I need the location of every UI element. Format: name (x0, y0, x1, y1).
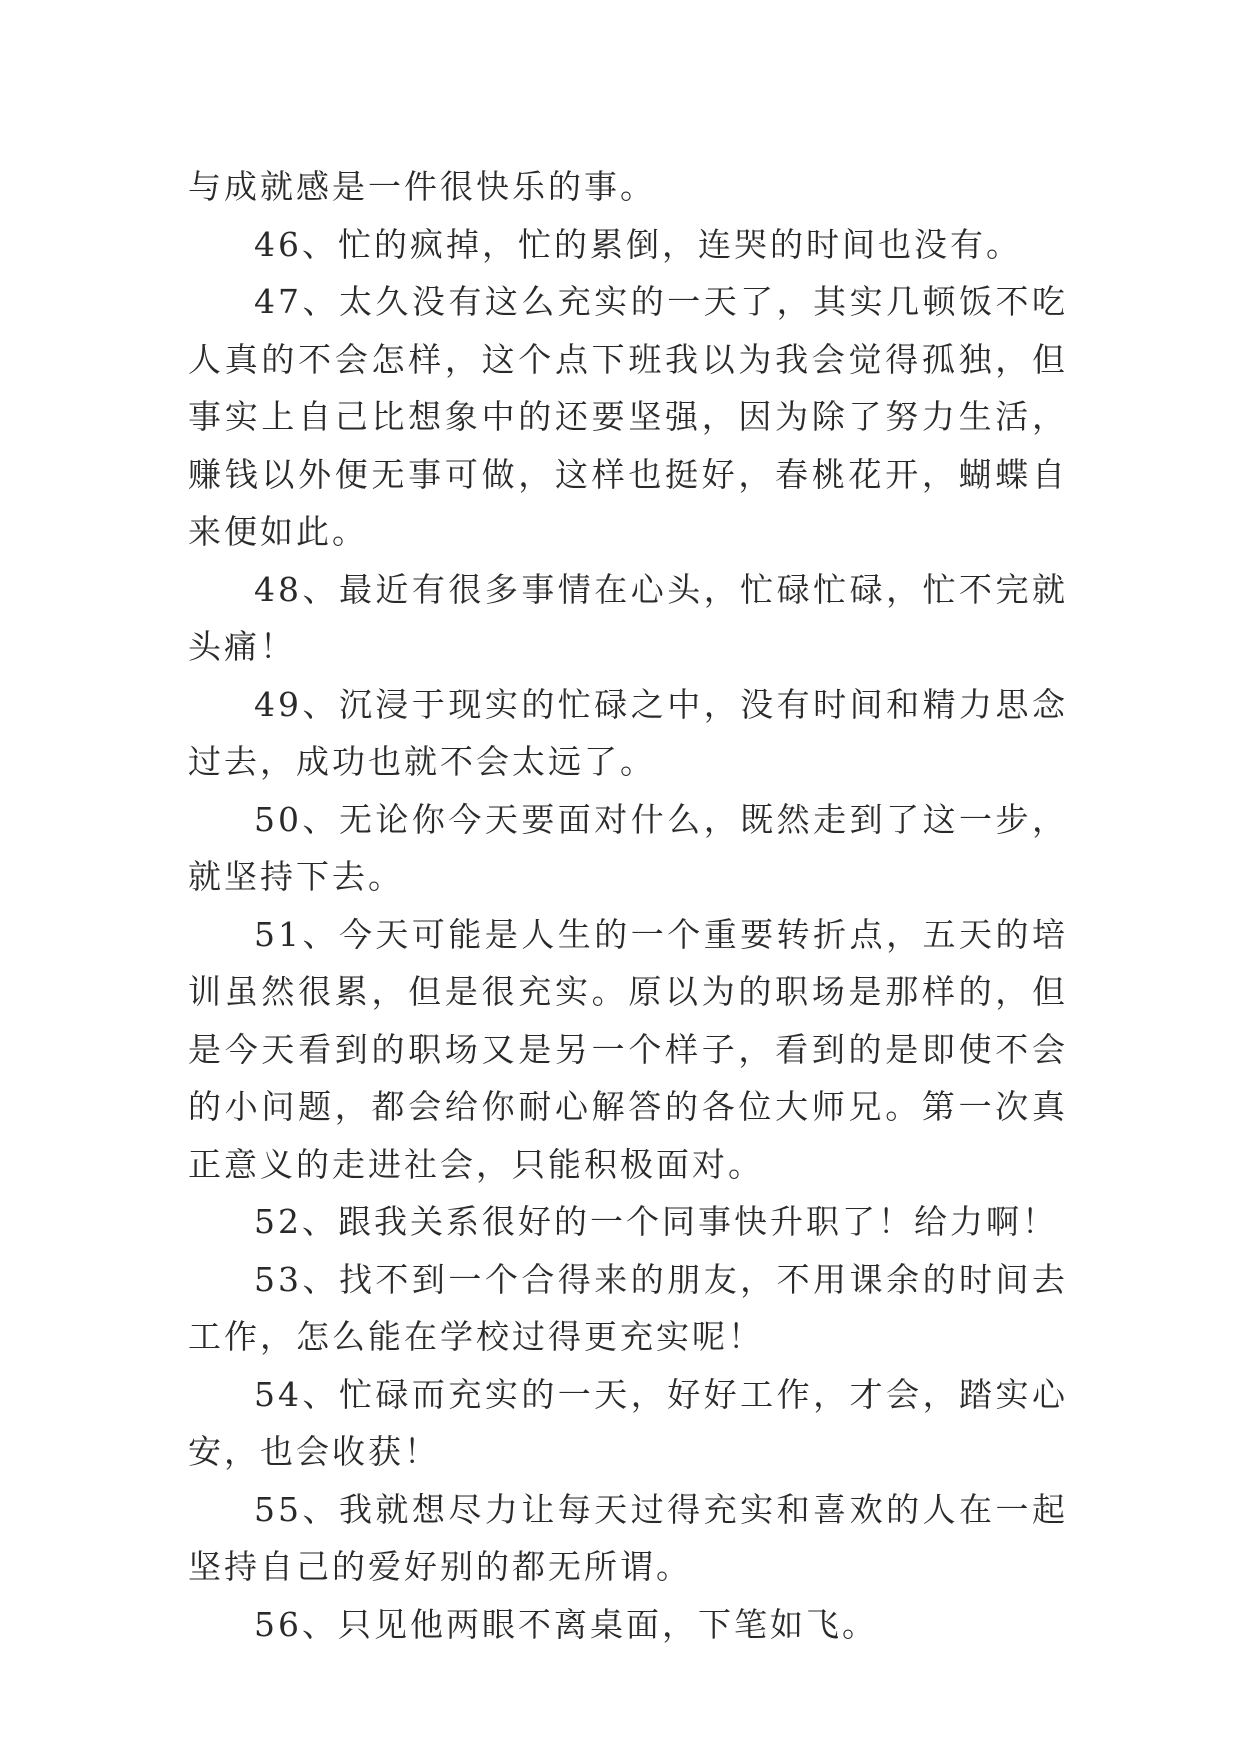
paragraph-46: 46、忙的疯掉，忙的累倒，连哭的时间也没有。 (254, 224, 1022, 264)
paragraph-54: 54、忙碌而充实的一天，好好工作，才会，踏实心安，也会收获！ (188, 1374, 1068, 1471)
paragraph-55: 55、我就想尽力让每天过得充实和喜欢的人在一起坚持自己的爱好别的都无所谓。 (188, 1489, 1068, 1586)
paragraph-continuation: 与成就感是一件很快乐的事。 (188, 167, 656, 206)
document-body (188, 158, 1068, 1653)
paragraph-56: 56、只见他两眼不离桌面，下笔如飞。 (254, 1604, 878, 1644)
paragraph-47: 47、太久没有这么充实的一天了，其实几顿饭不吃人真的不会怎样，这个点下班我以为我会觉得孤独，但事实上自己比想象中的还要坚强，因为除了努力生活，赚钱以外便无事可做，这样也挺好，春桃花开，蝴蝶自来便如此。 (188, 282, 1068, 551)
paragraph-52: 52、跟我关系很好的一个同事快升职了！给力啊！ (254, 1202, 1058, 1241)
paragraph-48: 48、最近有很多事情在心头，忙碌忙碌，忙不完就头痛！ (188, 569, 1068, 666)
paragraph-49: 49、沉浸于现实的忙碌之中，没有时间和精力思念过去，成功也就不会太远了。 (188, 684, 1068, 781)
paragraph-53: 53、找不到一个合得来的朋友，不用课余的时间去工作，怎么能在学校过得更充实呢！ (188, 1259, 1068, 1356)
paragraph-50: 50、无论你今天要面对什么，既然走到了这一步，就坚持下去。 (188, 799, 1068, 896)
paragraph-51: 51、今天可能是人生的一个重要转折点，五天的培训虽然很累，但是很充实。原以为的职场是那样的，但是今天看到的职场又是另一个样子，看到的是即使不会的小问题，都会给你耐心解答的各位大师兄。第一次真正意义的走进社会，只能积极面对。 (188, 914, 1068, 1184)
